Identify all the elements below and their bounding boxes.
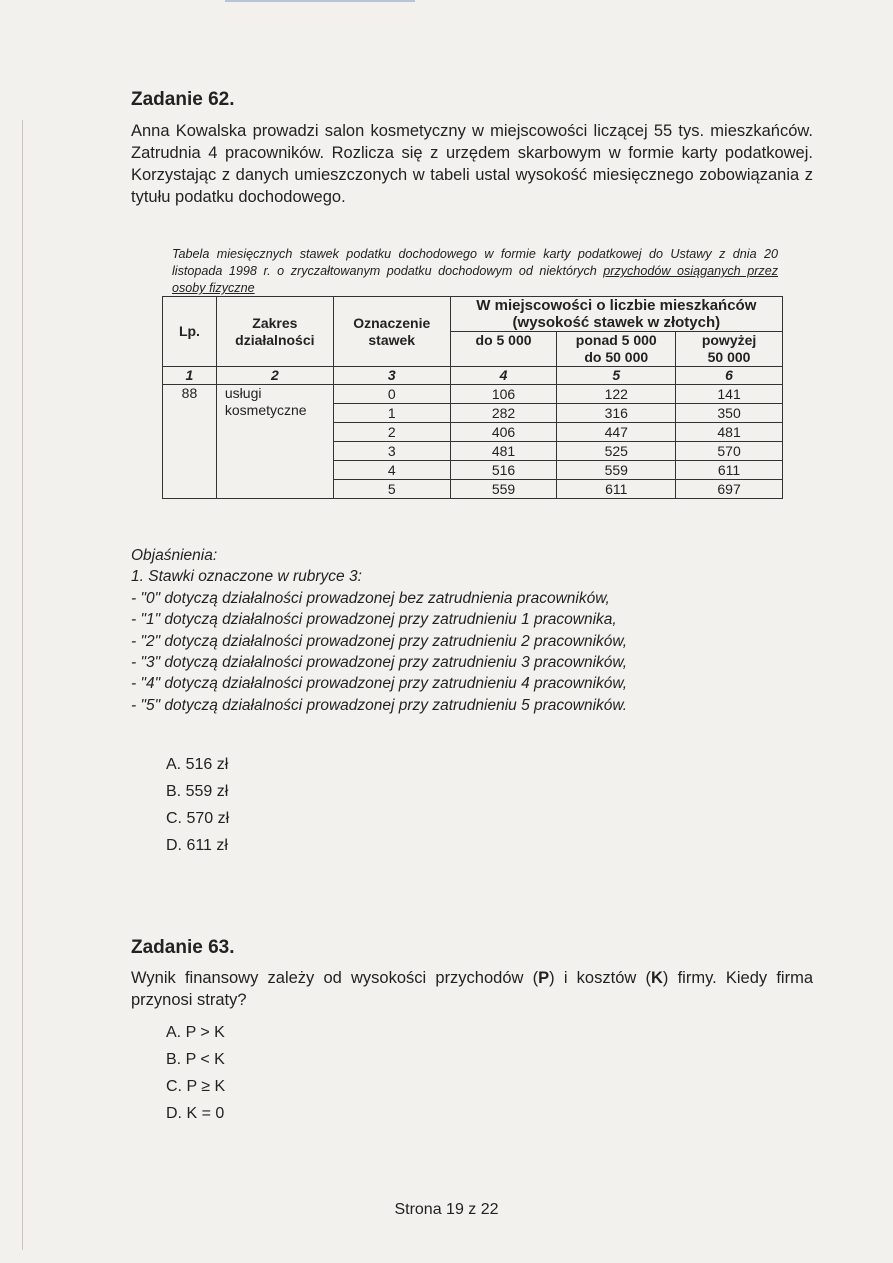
task-62-answers	[166, 751, 229, 859]
zakres-cell: usługi kosmetyczne	[216, 385, 333, 499]
column-number-row	[163, 367, 783, 385]
column-number: 3	[333, 367, 450, 385]
explanation-line: - "1" dotyczą działalności prowadzonej przy zatrudnieniu 1 pracownika,	[131, 611, 617, 629]
header-col-c-line1: powyżej	[701, 332, 757, 348]
header-zakres: Zakres działalności	[216, 297, 333, 367]
rate-code-cell: 1	[333, 404, 450, 423]
explanation-line: - "0" dotyczą działalności prowadzonej bez zatrudnienia pracowników,	[131, 589, 610, 607]
header-col-a: do 5 000	[450, 332, 557, 367]
column-number: 2	[216, 367, 333, 385]
rate-cell: 481	[676, 423, 783, 442]
rate-cell: 481	[450, 442, 557, 461]
table-caption-tail: przychodów osiąganych przez osoby fizyczne	[172, 264, 778, 295]
answer-option-d[interactable]: D. 611 zł	[166, 837, 228, 854]
explanation-line: 1. Stawki oznaczone w rubryce 3:	[131, 568, 362, 586]
header-col-b-line1: ponad 5 000	[575, 332, 657, 348]
answer-option-a[interactable]: A. 516 zł	[166, 756, 229, 773]
table-row	[163, 385, 783, 404]
task-63-text	[131, 967, 813, 1011]
binding-margin-line	[22, 120, 23, 1250]
rate-cell: 611	[676, 461, 783, 480]
task-63-text-part: Wynik finansowy zależy od wysokości przychodów (	[131, 969, 539, 987]
tax-rate-table	[162, 296, 783, 499]
column-number: 5	[557, 367, 676, 385]
task-63-text-part: ) i kosztów (	[549, 969, 651, 987]
top-edge-line	[225, 0, 415, 2]
explanations	[131, 545, 791, 716]
header-col-b	[557, 332, 676, 367]
rate-code-cell: 2	[333, 423, 450, 442]
answer-option-c[interactable]: C. P ≥ K	[166, 1078, 226, 1095]
table-caption-main: Tabela miesięcznych stawek podatku dochodowego w formie karty podatkowej do Ustawy z dnia 20 listopada 1998 r. o zryczałtowanym podatku dochodowym od niektórych	[172, 247, 778, 278]
rate-code-cell: 5	[333, 480, 450, 499]
task-63-text-part: ) firmy. Kiedy firma przynosi straty?	[131, 969, 813, 1009]
answer-option-b[interactable]: B. 559 zł	[166, 783, 229, 800]
rate-cell: 350	[676, 404, 783, 423]
rate-code-cell: 4	[333, 461, 450, 480]
rate-code-cell: 0	[333, 385, 450, 404]
rate-cell: 570	[676, 442, 783, 461]
rate-cell: 106	[450, 385, 557, 404]
rate-cell: 447	[557, 423, 676, 442]
explanations-title: Objaśnienia:	[131, 547, 218, 564]
explanation-line: - "2" dotyczą działalności prowadzonej przy zatrudnieniu 2 pracowników,	[131, 632, 628, 650]
explanation-line: - "5" dotyczą działalności prowadzonej przy zatrudnieniu 5 pracowników.	[131, 696, 628, 714]
answer-option-c[interactable]: C. 570 zł	[166, 810, 230, 827]
rate-cell: 316	[557, 404, 676, 423]
task-63-answers	[166, 1019, 225, 1127]
explanation-line: - "3" dotyczą działalności prowadzonej przy zatrudnieniu 3 pracowników,	[131, 654, 628, 672]
header-col-c-line2: 50 000	[707, 349, 751, 365]
task-62-title: Zadanie 62.	[131, 89, 235, 110]
rate-cell: 122	[557, 385, 676, 404]
column-number: 1	[163, 367, 217, 385]
rate-cell: 559	[450, 480, 557, 499]
column-number: 4	[450, 367, 557, 385]
rate-cell: 516	[450, 461, 557, 480]
rate-cell: 525	[557, 442, 676, 461]
header-oznaczenie: Oznaczenie stawek	[333, 297, 450, 367]
task-62-text: Anna Kowalska prowadzi salon kosmetyczny w miejscowości liczącej 55 tys. mieszkańców. Zatrudnia 4 pracowników. Rozlicza się z urzędem skarbowym w formie karty podatkowej. Korzystając z danych umieszczonych w tabeli ustal wysokość miesięcznego zobowiązania z tytułu podatku dochodowego.	[131, 122, 813, 206]
rate-cell: 282	[450, 404, 557, 423]
header-group: W miejscowości o liczbie mieszkańców (wysokość stawek w złotych)	[450, 297, 782, 332]
rate-code-cell: 3	[333, 442, 450, 461]
page-number: Strona 19 z 22	[394, 1201, 499, 1218]
answer-option-a[interactable]: A. P > K	[166, 1024, 225, 1041]
explanation-line: - "4" dotyczą działalności prowadzonej przy zatrudnieniu 4 pracowników,	[131, 675, 628, 693]
rate-cell: 406	[450, 423, 557, 442]
rate-cell: 611	[557, 480, 676, 499]
answer-option-b[interactable]: B. P < K	[166, 1051, 225, 1068]
column-number: 6	[676, 367, 783, 385]
lp-cell: 88	[163, 385, 217, 499]
symbol-k: K	[650, 969, 663, 987]
rate-cell: 697	[676, 480, 783, 499]
rate-cell: 141	[676, 385, 783, 404]
task-63-title: Zadanie 63.	[131, 937, 235, 958]
header-lp: Lp.	[163, 297, 217, 367]
answer-option-d[interactable]: D. K = 0	[166, 1105, 225, 1122]
header-col-b-line2: do 50 000	[584, 349, 649, 365]
symbol-p: P	[538, 969, 550, 987]
header-col-c	[676, 332, 783, 367]
table-caption	[172, 246, 778, 297]
rate-cell: 559	[557, 461, 676, 480]
